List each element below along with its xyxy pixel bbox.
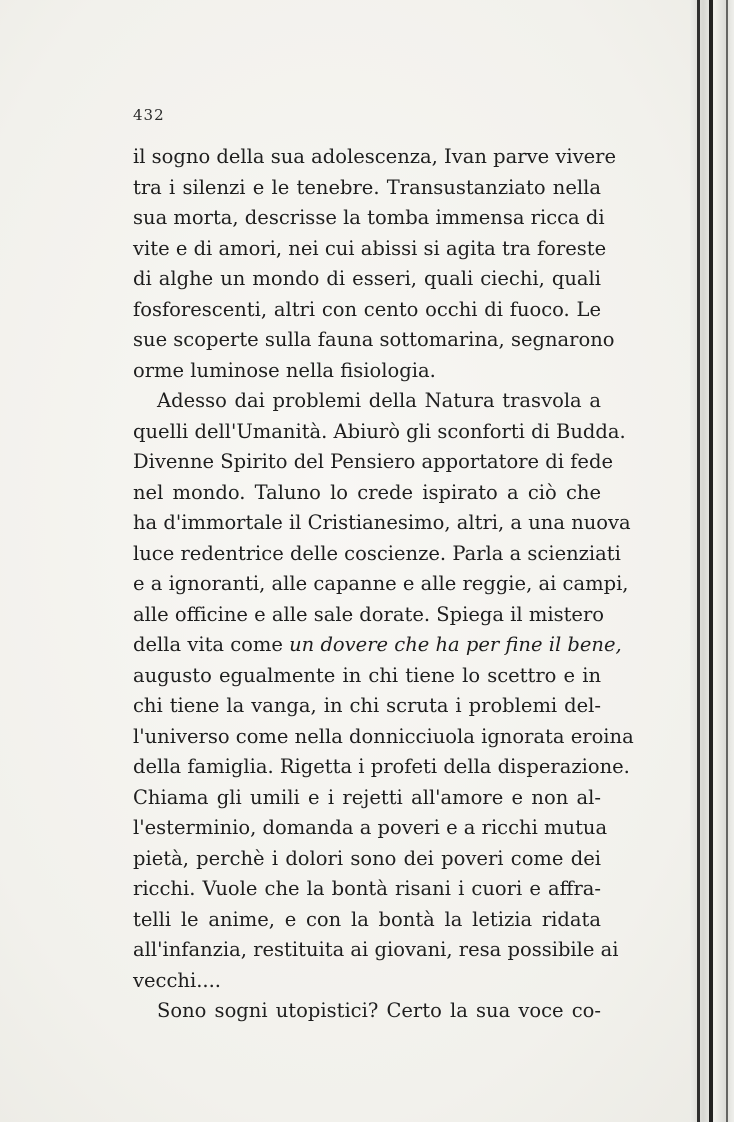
text-line: fosforescenti, altri con cento occhi di fuoco. Le — [133, 297, 601, 321]
spine-edge-line — [726, 0, 728, 1122]
text-line: Divenne Spirito del Pensiero apportatore di fede — [133, 450, 613, 473]
text-line: sua morta, descrisse la tomba immensa ricca di — [133, 206, 605, 229]
text-line-paragraph-start: Adesso dai problemi della Natura trasvola a — [157, 389, 601, 412]
text-line: sue scoperte sulla fauna sottomarina, segnarono — [133, 328, 615, 351]
text-line-paragraph-end: orme luminose nella fisiologia. — [133, 358, 436, 382]
text-segment: della vita come — [133, 633, 290, 656]
text-line: augusto egualmente in chi tiene lo scettro e in — [133, 663, 601, 687]
body-text — [133, 142, 634, 1027]
spine-edge-line — [697, 0, 700, 1122]
text-line: l'esterminio, domanda a poveri e a ricchi mutua — [133, 816, 608, 839]
text-line: pietà, perchè i dolori sono dei poveri come dei — [133, 846, 601, 870]
text-line: il sogno della sua adolescenza, Ivan parve vivere — [133, 145, 617, 168]
text-line: Chiama gli umili e i rejetti all'amore e non al- — [133, 785, 601, 809]
text-line-paragraph-start: Sono sogni utopistici? Certo la sua voce co- — [157, 999, 601, 1022]
text-line: della famiglia. Rigetta i profeti della disperazione. — [133, 755, 630, 778]
text-line: nel mondo. Taluno lo crede ispirato a ciò che — [133, 480, 601, 504]
text-line: di alghe un mondo di esseri, quali ciechi, quali — [133, 267, 601, 290]
text-line: telli le anime, e con la bontà la letizia ridata — [133, 907, 601, 931]
italic-phrase: un dovere che ha per fine il bene, — [289, 633, 622, 656]
text-line: tra i silenzi e le tenebre. Transustanziato nella — [133, 175, 601, 199]
text-line: alle officine e alle sale dorate. Spiega il mistero — [133, 602, 605, 626]
text-line: vite e di amori, nei cui abissi si agita tra foreste — [133, 236, 607, 260]
page-number: 432 — [133, 106, 165, 124]
text-line-with-italic — [133, 630, 622, 661]
text-line: ha d'immortale il Cristianesimo, altri, a una nuova — [133, 511, 631, 534]
text-line: luce redentrice delle coscienze. Parla a scienziati — [133, 541, 621, 565]
text-line: quelli dell'Umanità. Abiurò gli sconforti di Budda. — [133, 419, 626, 443]
text-line-paragraph-end: vecchi.... — [133, 968, 221, 992]
text-line: l'universo come nella donnicciuola ignorata eroina — [133, 724, 634, 748]
text-line: all'infanzia, restituita ai giovani, resa possibile ai — [133, 938, 619, 961]
text-line: ricchi. Vuole che la bontà risani i cuori e affra- — [133, 877, 601, 900]
text-line: chi tiene la vanga, in chi scruta i problemi del- — [133, 694, 601, 717]
text-line: e a ignoranti, alle capanne e alle reggie, ai campi, — [133, 572, 629, 595]
spine-edge-line — [709, 0, 713, 1122]
